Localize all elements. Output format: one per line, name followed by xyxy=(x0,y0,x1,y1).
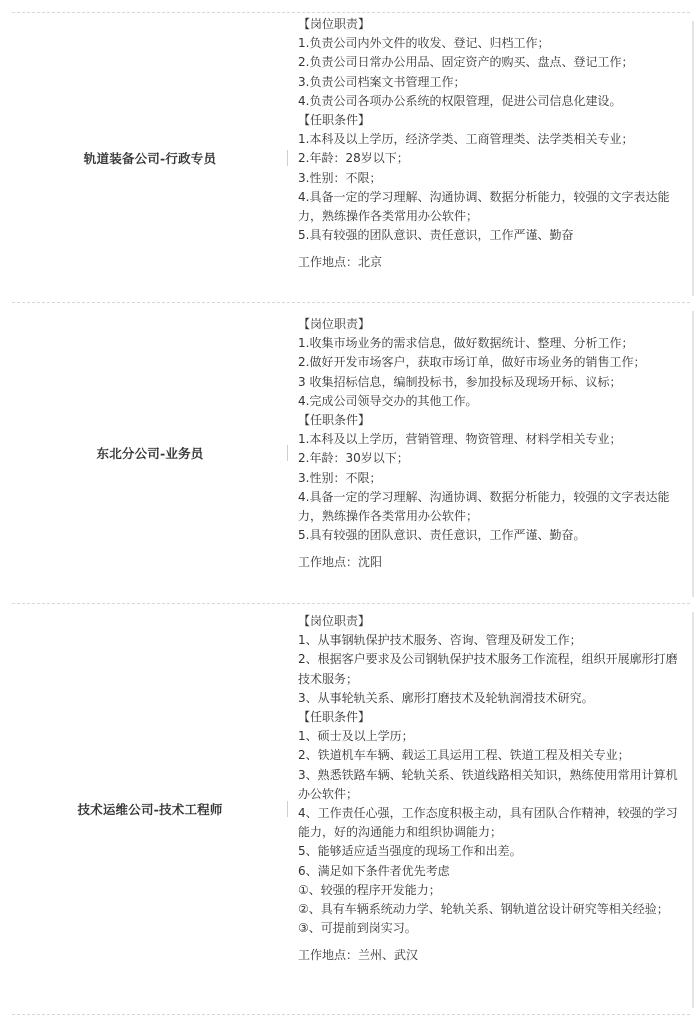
duty-item: 2.做好开发市场客户，获取市场订单，做好市场业务的销售工作； xyxy=(298,355,646,370)
duty-item: 3、从事轮轨关系、廓形打磨技术及轮轨润滑技术研究。 xyxy=(298,690,594,705)
requirements-header: 【任职条件】 xyxy=(298,113,371,128)
cell-divider xyxy=(287,150,288,166)
requirement-item: 2、铁道机车车辆、载运工具运用工程、铁道工程及相关专业； xyxy=(298,748,630,763)
job-title: 轨道装备公司-行政专员 xyxy=(83,150,217,166)
work-location: 工作地点：兰州、武汉 xyxy=(298,948,419,963)
duties-header: 【岗位职责】 xyxy=(298,17,371,31)
job-detail-cell xyxy=(288,303,690,603)
row-right-edge xyxy=(692,311,694,597)
requirements-header: 【任职条件】 xyxy=(298,710,371,725)
requirement-item: 3.性别：不限； xyxy=(298,170,382,185)
row-right-edge xyxy=(692,21,694,296)
duty-item: 4.完成公司领导交办的其他工作。 xyxy=(298,393,478,408)
top-divider xyxy=(12,0,690,13)
requirement-item: 5.具有较强的团队意识、责任意识，工作严谨、勤奋。 xyxy=(298,528,586,543)
duties-header: 【岗位职责】 xyxy=(298,614,371,628)
requirement-item: 2.年龄：30岁以下； xyxy=(298,451,409,466)
cell-divider xyxy=(287,801,288,817)
requirement-item: 2.年龄：28岁以下； xyxy=(298,151,409,166)
requirement-item: 4、工作责任心强，工作态度积极主动，具有团队合作精神，较强的学习能力，好的沟通能力和组织协调能力； xyxy=(298,806,678,840)
duties-header: 【岗位职责】 xyxy=(298,317,371,331)
job-detail-cell xyxy=(288,604,690,1014)
requirement-item: 5、能够适应适当强度的现场工作和出差。 xyxy=(298,844,522,859)
work-location: 工作地点：北京 xyxy=(298,255,383,270)
cell-divider xyxy=(287,445,288,461)
job-title-cell xyxy=(12,303,288,603)
duty-item: 3.负责公司档案文书管理工作； xyxy=(298,74,466,89)
row-right-edge xyxy=(692,612,694,1008)
requirement-item: 1、硕士及以上学历； xyxy=(298,729,414,744)
duty-item: 2、根据客户要求及公司钢轨保护技术服务工作流程，组织开展廓形打磨技术服务； xyxy=(298,652,678,686)
requirement-item: 3.性别：不限； xyxy=(298,470,382,485)
requirements-header: 【任职条件】 xyxy=(298,413,371,428)
job-row-sales-rep xyxy=(12,303,690,604)
requirement-item: 4.具备一定的学习理解、沟通协调、数据分析能力，较强的文字表达能力，熟练操作各类常用办公软件； xyxy=(298,189,670,224)
job-detail-cell xyxy=(288,13,690,302)
duty-item: 4.负责公司各项办公系统的权限管理，促进公司信息化建设。 xyxy=(298,93,622,108)
job-row-technical-engineer xyxy=(12,604,690,1015)
job-title: 东北分公司-业务员 xyxy=(96,446,204,461)
job-title: 技术运维公司-技术工程师 xyxy=(77,802,223,817)
duty-item: 1.负责公司内外文件的收发、登记、归档工作； xyxy=(298,36,550,51)
requirement-item: 1.本科及以上学历，营销管理、物资管理、材料学相关专业； xyxy=(298,432,622,447)
requirement-item: 3、熟悉铁路车辆、轮轨关系、铁道线路相关知识，熟练使用常用计算机办公软件； xyxy=(298,767,678,801)
duty-item: 1、从事钢轨保护技术服务、咨询、管理及研发工作； xyxy=(298,633,582,648)
duty-item: 1.收集市场业务的需求信息，做好数据统计、整理、分析工作； xyxy=(298,336,634,351)
job-row-admin-specialist xyxy=(12,13,690,303)
requirement-item: 5.具有较强的团队意识、责任意识，工作严谨、勤奋 xyxy=(298,228,574,243)
duty-item: 3 收集招标信息，编制投标书，参加投标及现场开标、议标； xyxy=(298,374,622,389)
preferred-item: ②、具有车辆系统动力学、轮轨关系、钢轨道岔设计研究等相关经验； xyxy=(298,902,669,917)
requirement-item: 6、满足如下条件者优先考虑 xyxy=(298,863,450,878)
requirement-item: 4.具备一定的学习理解、沟通协调、数据分析能力，较强的文字表达能力，熟练操作各类常用办公软件； xyxy=(298,489,670,524)
work-location: 工作地点：沈阳 xyxy=(298,555,383,570)
duty-item: 2.负责公司日常办公用品、固定资产的购买、盘点、登记工作； xyxy=(298,55,634,70)
requirement-item: 1.本科及以上学历，经济学类、工商管理类、法学类相关专业； xyxy=(298,132,634,147)
preferred-item: ①、较强的程序开发能力； xyxy=(298,882,441,897)
job-title-cell xyxy=(12,13,288,302)
preferred-item: ③、可提前到岗实习。 xyxy=(298,921,417,936)
job-title-cell xyxy=(12,604,288,1014)
